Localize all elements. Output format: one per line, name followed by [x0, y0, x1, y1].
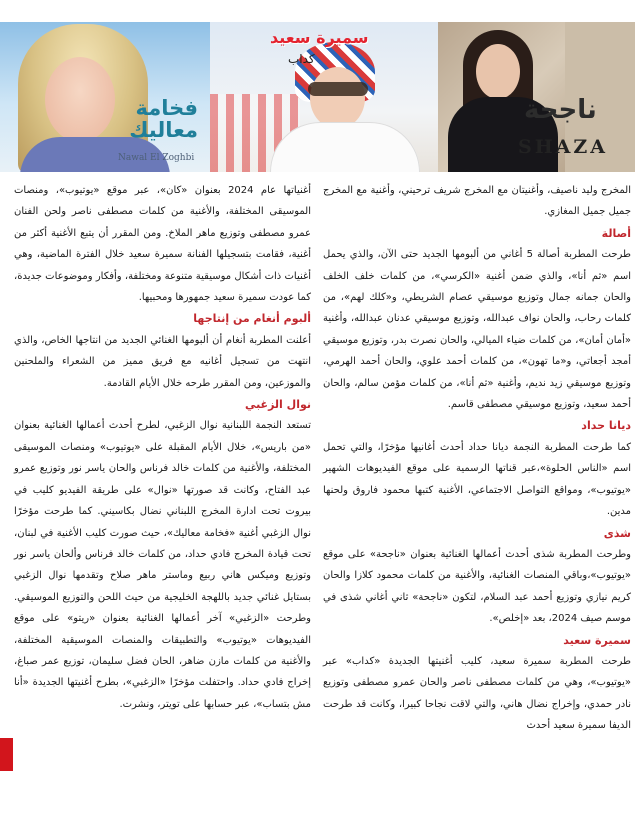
page-edge-marker: [0, 738, 13, 771]
samira-song-title: كداب: [288, 52, 315, 66]
right-column: [323, 180, 631, 737]
samira-photo: [210, 22, 438, 172]
heading-shaza: شذى: [603, 526, 631, 540]
heading-diana: ديانا حداد: [581, 419, 631, 433]
shaza-photo: [438, 22, 635, 172]
asala-paragraph: طرحت المطربة أصالة 5 أغاني من ألبومها الجديد حتى الآن، والذي يحمل اسم «ثم أنا»، والذي ضمن أغنية «الكرسي»، من كلمات خلف الخلف والحان جمانه جمال وتوزيع موسيقي عصام الشريطي، و«كلك لهم»، من كلمات رحاب، والحان نواف عبدالله، وتوزيع موسيقي عدنان عبدالله، وأغنية «أمان أمان»، من كلمات ضياء الميالي، والحان نصرت بدر، وتوزيع موسيقي أمجد أجعاتي، و«ما تهون»، من كلمات أحمد علوي، والحان أحمد الهرمي، وتوزيع موسيقي زيد نديم، وأغنية «ثم أنا»، من كلمات مؤمن سالم، والحان أحمد سعيد، وتوزيع موسيقي مصطفى قاسم.: [323, 249, 631, 411]
nawal-photo: [0, 22, 210, 172]
heading-nawal: نوال الزغبي: [244, 398, 311, 412]
photo-banner: [0, 22, 635, 172]
shaza-name: SHAZA: [518, 136, 609, 158]
samira-name: سميرة سعيد: [270, 28, 369, 47]
shaza-paragraph: وطرحت المطربة شذى أحدث أعمالها الغنائية بعنوان «ناجحة» على موقع «يوتيوب»،وباقي المنصات الغنائية، والأغنية من كلمات محمود كلازا والحان كريم نيازي وتوزيع أحمد عبد السلام، لتكون «ناجحة» ثاني أغاني شذى في موسم صيف 2024، بعد «إخلص».: [323, 548, 631, 625]
intro-paragraph: المخرج وليد ناصيف، وأغنيتان مع المخرج شريف ترحيني، وأغنية مع المخرج جميل جميل المغازي.: [323, 185, 631, 218]
samira-paragraph: طرحت المطربة سميرة سعيد، كليب أغنيتها الجديدة «كداب» عبر «يوتيوب»، وهي من كلمات مصطفى ناصر والحان عمرو مصطفى وتوزيع نادر حمدي، وإخراج نضال هاني، والتي لاقت نجاحا كبيرا، وكانت قد طرحت الديفا سميرة سعيد أحدث: [323, 655, 631, 732]
nawal-name: Nawal El Zoghbi: [118, 153, 195, 163]
heading-samira: سميرة سعيد: [563, 633, 631, 647]
diana-paragraph: كما طرحت المطربة النجمة ديانا حداد أحدث أغانيها مؤخرًا، والتي تحمل اسم «الناس الحلوة»،عبر قناتها الرسمية على موقع الفيديوهات الشهير «يوتيوب»، ومواقع التواصل الاجتماعي، الأغنية كتبها محمود فاروق ولحنها مدين.: [323, 441, 631, 518]
heading-asala: أصالة: [601, 226, 631, 240]
nawal-song-title: فخامة معاليك: [129, 96, 198, 143]
left-column: [14, 180, 311, 715]
heading-angham-album: ألبوم أنغام من إنتاجها: [193, 312, 311, 326]
shaza-song-title: ناجحة: [524, 95, 597, 125]
samira-continued-paragraph: أغنياتها عام 2024 بعنوان «كان»، عبر موقع «يوتيوب»، ومنصات الموسيقى المختلفة، والأغنية من كلمات مصطفى ناصر ولحن الفنان عمرو مصطفى وتوزيع ماهر الملاخ. ومن المقرر أن يتبع الأغنية أكثر من أغنية، فقامت بتسجيلها الفنانة سميرة سعيد خلال الفترة الماضية، وهي أغنيات ذات أشكال موسيقية متنوعة ومختلفة، وأفكار وموضوعات جديدة، كما عودت سميرة سعيد جمهورها ومحبيها.: [14, 185, 312, 304]
nawal-paragraph: تستعد النجمة اللبنانية نوال الزغبي، لطرح أحدث أعمالها الغنائية بعنوان «من باريس»، خلال الأيام المقبلة على «يوتيوب» ومنصات الموسيقى المختلفة، والأغنية من كلمات خالد فرناس والحان ياسر نور وتوزيع عمرو عبد الفتاح، وكانت قد صورتها «نوال» على طريقة الفيديو كليب في بيروت تحت ادارة المخرج اللبناني نضال بكاسيني. كما طرحت مؤخرًا نوال الزغبي أغنية «فخامة معاليك»، حيث صورت كليب الأغنية في لبنان، تحت قيادة المخرج فادي حداد، من كلمات خالد فرناس وألحان ياسر نور وتوزيع وميكس هاني ربيع وماستر ماهر صلاح وتقدمها نوال الزغبي بستايل غنائي جديد باللهجة الخليجية من حيث اللحن والتوزيع الموسيقي. وطرحت «الزغبي» آخر أعمالها الغنائية بعنوان «ريتو» على موقع الفيديوهات «يوتيوب» والتطبيقات والمنصات الموسيقية المختلفة، والأغنية من كلمات مازن ضاهر، الحان فضل سليمان، توزيع عمر صباغ، إخراج فادي حداد. واحتفلت مؤخرًا «الزغبي»، بطرح أغنيتها الجديدة «أنا مش بتساب»، عبر حسابها على تويتر، ونشرت.: [14, 420, 311, 710]
angham-paragraph: أعلنت المطربة أنغام أن ألبومها الغنائي الجديد من انتاجها الخاص، والذي انتهت من تسجيل أغانيه مع فريق مميز من الشعراء والملحنين والموزعين، ومن المقرر طرحه خلال الأيام القادمة.: [14, 334, 311, 389]
